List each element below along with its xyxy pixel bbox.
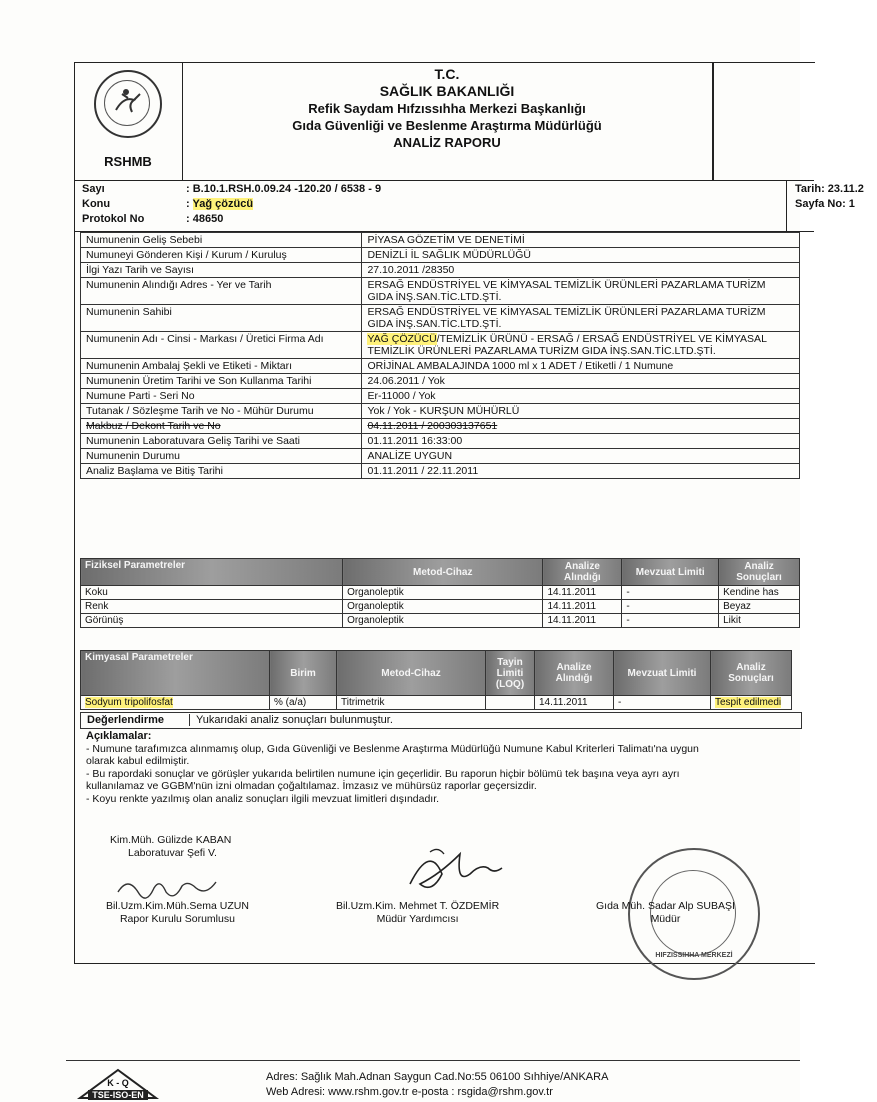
info-key: Numunenin Sahibi (81, 305, 362, 332)
chemical-cell-result: Tespit edilmedi (711, 696, 792, 710)
chemical-cell-loq (486, 696, 535, 710)
info-key: Numunenin Ambalaj Şekli ve Etiketi - Miktarı (81, 359, 362, 374)
note-line: - Bu rapordaki sonuçlar ve görüşler yukarıda belirtilen numune için geçerlidir. Bu raporun hiçbir bölümü tek başına veya ayrı ayrı (86, 767, 680, 780)
info-key: Tutanak / Sözleşme Tarih ve No - Mühür Durumu (81, 404, 362, 419)
tse-top-text: K - Q (107, 1078, 129, 1088)
footer-address: Adres: Sağlık Mah.Adnan Saygun Cad.No:55 06100 Sıhhiye/ANKARA (266, 1071, 609, 1083)
info-key: Numune Parti - Seri No (81, 389, 362, 404)
info-value: 01.11.2011 / 22.11.2011 (362, 464, 800, 479)
info-row (81, 449, 800, 464)
info-key: Numuneyi Gönderen Kişi / Kurum / Kuruluş (81, 248, 362, 263)
info-value: 24.06.2011 / Yok (362, 374, 800, 389)
meta-date-column (786, 181, 877, 231)
chemical-cell-date: 14.11.2011 (535, 696, 614, 710)
assessment-value: Yukarıdaki analiz sonuçları bulunmuştur. (189, 714, 393, 726)
physical-cell-method: Organoleptik (343, 586, 543, 600)
signature-director: Gıda Müh. Sadar Alp SUBAŞI Müdür (596, 900, 735, 925)
physical-cell-method: Organoleptik (343, 614, 543, 628)
signature-lab-chief: Kim.Müh. Gülizde KABAN Laboratuvar Şefi V. (110, 834, 232, 859)
info-key: Numunenin Adı - Cinsi - Markası / Üretici Firma Adı (81, 332, 362, 359)
physical-cell-result: Kendine has (719, 586, 800, 600)
info-row (81, 278, 800, 305)
chemical-header-row: Kimyasal Parametreler Birim Metod-Cihaz Tayin Limiti (LOQ) Analize Alındığı Mevzuat Limiti Analiz Sonuçları (81, 651, 792, 696)
physical-row (81, 614, 800, 628)
handwritten-signature-2 (390, 836, 510, 906)
tse-bottom-text: TSE-ISO-EN (92, 1090, 144, 1100)
title-report: ANALİZ RAPORU (393, 135, 501, 150)
info-row (81, 404, 800, 419)
info-row (81, 434, 800, 449)
stamp-text: HIFZISSIHHA MERKEZİ (655, 952, 733, 959)
info-value: YAĞ ÇÖZÜCÜ/TEMİZLİK ÜRÜNÜ - ERSAĞ / ERSAĞ ENDÜSTRİYEL VE KİMYASAL TEMİZLİK ÜRÜNLERİ PAZARLAMA TURİZM GIDA İNŞ.SAN.TİC.LTD.ŞTİ. (362, 332, 800, 359)
info-key: Makbuz / Dekont Tarih ve No (81, 419, 362, 434)
physical-cell-param: Renk (81, 600, 343, 614)
physical-cell-date: 14.11.2011 (543, 600, 622, 614)
assessment-label: Değerlendirme (87, 714, 165, 726)
info-key: Numunenin Geliş Sebebi (81, 233, 362, 248)
info-row (81, 332, 800, 359)
signature-report-board: Bil.Uzm.Kim.Müh.Sema UZUN Rapor Kurulu Sorumlusu (106, 900, 249, 925)
info-value: PİYASA GÖZETİM VE DENETİMİ (362, 233, 800, 248)
physical-header-row: Fiziksel Parametreler Metod-Cihaz Analize Alındığı Mevzuat Limiti Analiz Sonuçları (81, 559, 800, 586)
info-value: 01.11.2011 16:33:00 (362, 434, 800, 449)
logo-figure-icon (94, 70, 158, 134)
info-value: 04.11.2011 / 200303137651 (362, 419, 800, 434)
chemical-cell-limit: - (614, 696, 711, 710)
info-row (81, 305, 800, 332)
meta-date: Tarih: 23.11.2 (795, 183, 864, 195)
physical-cell-limit: - (622, 600, 719, 614)
info-value: ERSAĞ ENDÜSTRİYEL VE KİMYASAL TEMİZLİK ÜRÜNLERİ PAZARLAMA TURİZM GIDA İNŞ.SAN.TİC.LTD.ŞTİ. (362, 278, 800, 305)
title-tc: T.C. (434, 66, 460, 82)
info-row (81, 359, 800, 374)
physical-cell-result: Beyaz (719, 600, 800, 614)
physical-cell-limit: - (622, 614, 719, 628)
physical-cell-method: Organoleptik (343, 600, 543, 614)
header-divider (712, 62, 714, 180)
institution-logo (74, 62, 183, 180)
signature-deputy-director: Bil.Uzm.Kim. Mehmet T. ÖZDEMİR Müdür Yardımcısı (336, 900, 500, 925)
title-center: Refik Saydam Hıfzıssıhha Merkezi Başkanlığı (308, 101, 586, 116)
info-row (81, 263, 800, 278)
info-value: ERSAĞ ENDÜSTRİYEL VE KİMYASAL TEMİZLİK ÜRÜNLERİ PAZARLAMA TURİZM GIDA İNŞ.SAN.TİC.LTD.ŞTİ. (362, 305, 800, 332)
footer-contact (266, 1070, 608, 1100)
info-key: İlgi Yazı Tarih ve Sayısı (81, 263, 362, 278)
tse-certification-logo (78, 1068, 158, 1102)
notes-block (86, 730, 800, 805)
info-row (81, 248, 800, 263)
note-line: kullanılamaz ve GGBM'nün izni olmadan çoğaltılamaz. İmzasız ve mühürsüz raporlar geçersizdir. (86, 780, 537, 792)
physical-cell-date: 14.11.2011 (543, 586, 622, 600)
physical-row (81, 600, 800, 614)
footer-divider (66, 1060, 800, 1061)
info-key: Numunenin Alındığı Adres - Yer ve Tarih (81, 278, 362, 305)
info-row (81, 374, 800, 389)
info-value: Er-11000 / Yok (362, 389, 800, 404)
title-ministry: SAĞLIK BAKANLIĞI (379, 83, 515, 99)
physical-params-table (80, 558, 800, 628)
chemical-cell-param: Sodyum tripolifosfat (81, 696, 270, 710)
physical-cell-result: Likit (719, 614, 800, 628)
sample-info-table (80, 232, 800, 479)
info-key: Numunenin Durumu (81, 449, 362, 464)
report-meta: Sayı : B.10.1.RSH.0.09.24 -120.20 / 6538 - 9 Konu : Yağ çözücü Protokol No : 48650 Tarih: 23.11.2 Sayfa No: 1 (74, 180, 814, 232)
info-value: ANALİZE UYGUN (362, 449, 800, 464)
meta-page: Sayfa No: 1 (795, 198, 855, 210)
info-value: Yok / Yok - KURŞUN MÜHÜRLÜ (362, 404, 800, 419)
info-key: Numunenin Laboratuvara Geliş Tarihi ve Saati (81, 434, 362, 449)
info-row (81, 389, 800, 404)
logo-seal-icon (94, 70, 162, 138)
logo-label: RSHMB (104, 154, 152, 169)
note-line: olarak kabul edilmiştir. (86, 755, 190, 767)
info-key: Numunenin Üretim Tarihi ve Son Kullanma Tarihi (81, 374, 362, 389)
assessment-row (80, 712, 802, 729)
info-key: Analiz Başlama ve Bitiş Tarihi (81, 464, 362, 479)
info-row (81, 464, 800, 479)
chemical-cell-method: Titrimetrik (337, 696, 486, 710)
note-line: - Numune tarafımızca alınmamış olup, Gıda Güvenliği ve Beslenme Araştırma Müdürlüğü Numune Kabul Kriterleri Talimatı'na uygun (86, 742, 699, 755)
info-value: 27.10.2011 /28350 (362, 263, 800, 278)
info-value-highlight: YAĞ ÇÖZÜCÜ (367, 333, 437, 345)
info-value: DENİZLİ İL SAĞLIK MÜDÜRLÜĞÜ (362, 248, 800, 263)
info-row (81, 233, 800, 248)
footer-web: Web Adresi: www.rshm.gov.tr e-posta : rsgida@rshm.gov.tr (266, 1086, 553, 1098)
info-value: ORİJİNAL AMBALAJINDA 1000 ml x 1 ADET / Etiketli / 1 Numune (362, 359, 800, 374)
notes-title: Açıklamalar: (86, 730, 152, 742)
chemical-params-table (80, 650, 792, 710)
chemical-row (81, 696, 792, 710)
title-directorate: Gıda Güvenliği ve Beslenme Araştırma Müdürlüğü (292, 118, 602, 133)
note-line: - Koyu renkte yazılmış olan analiz sonuçları ilgili mevzuat limitleri dışındadır. (86, 792, 440, 805)
konu-highlight: Yağ çözücü (192, 198, 254, 210)
chemical-cell-unit: % (a/a) (270, 696, 337, 710)
physical-row (81, 586, 800, 600)
report-title-block (182, 66, 712, 151)
physical-cell-limit: - (622, 586, 719, 600)
physical-cell-date: 14.11.2011 (543, 614, 622, 628)
physical-cell-param: Koku (81, 586, 343, 600)
info-row (81, 419, 800, 434)
physical-cell-param: Görünüş (81, 614, 343, 628)
